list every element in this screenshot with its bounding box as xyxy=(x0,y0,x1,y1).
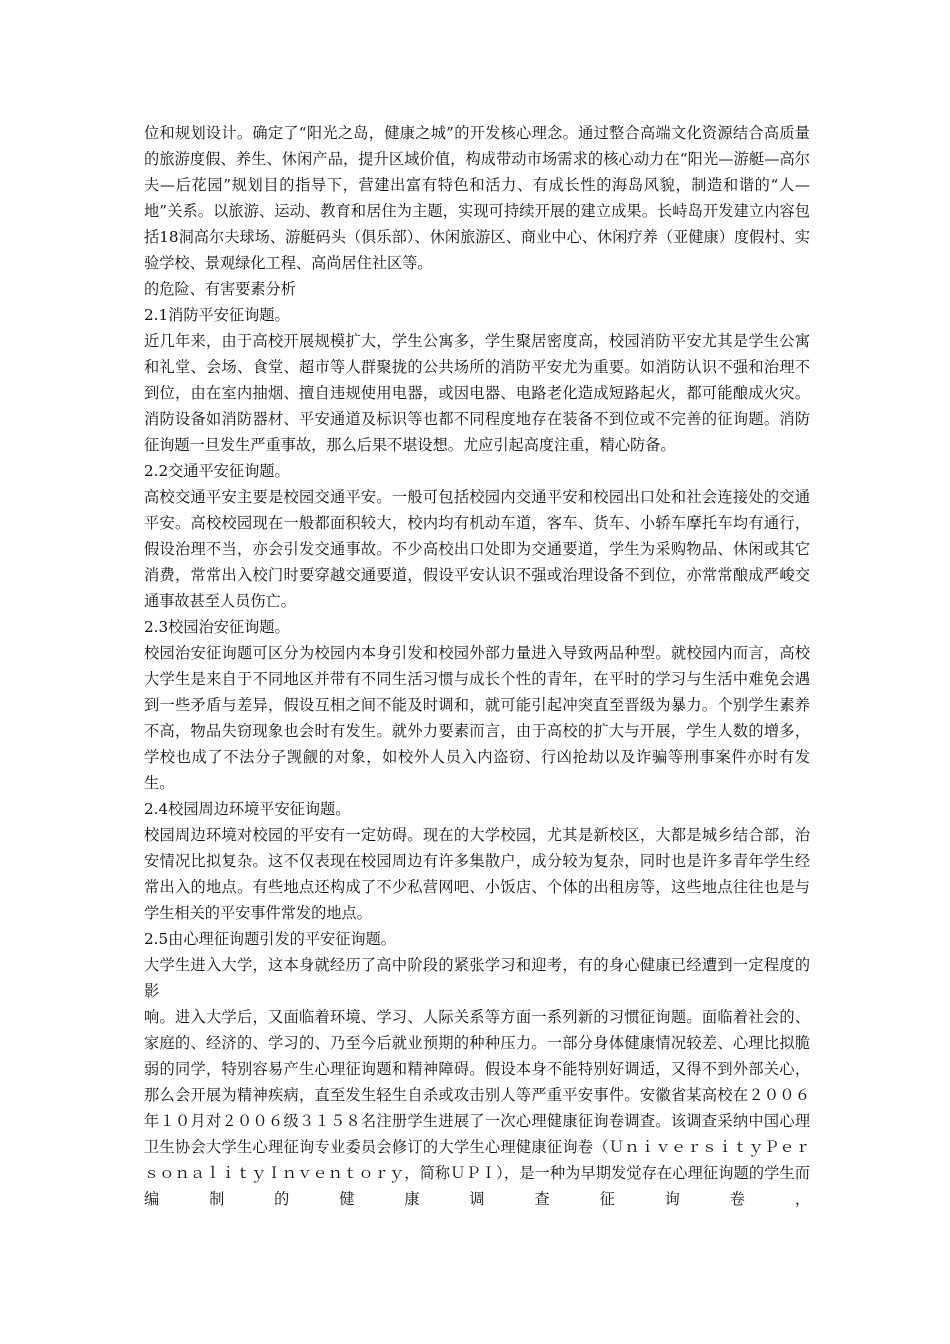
section-heading-2-5-psychological-safety: 2.5由心理征询题引发的平安征询题。 xyxy=(144,930,396,948)
paragraph-campus-security: 校园治安征询题可区分为校园内本身引发和校园外部力量进入导致两品种型。就校园内而言，高校大学生是来自于不同地区并带有不同生活习惯与成长个性的青年，在平时的学习与生活中难免会遇到一些矛盾与差异，假设互相之间不能及时调和，就可能引起冲突直至晋级为暴力。个别学生素养不高，物品失窃现象也会时有发生。就外力要素而言，由于高校的扩大与开展，学生人数的增多，学校也成了不法分子觊觎的对象，如校外人员入内盗窃、行凶抢劫以及诈骗等刑事案件亦时有发生。 xyxy=(144,644,810,792)
section-heading-2-4-surroundings-safety: 2.4校园周边环境平安征询题。 xyxy=(144,800,351,818)
document-page xyxy=(144,120,810,1212)
paragraph-intro: 位和规划设计。确定了“阳光之岛，健康之城”的开发核心理念。通过整合高端文化资源结合高质量的旅游度假、养生、休闲产品，提升区域价值，构成带动市场需求的核心动力在“阳光—游艇—高尔夫—后花园”规划目的指导下，营建出富有特色和活力、有成长性的海岛风貌，制造和谐的“人—地”关系。以旅游、运动、教育和居住为主题，实现可持续开展的建立成果。长峙岛开发建立内容包括18洞高尔夫球场、游艇码头（俱乐部）、休闲旅游区、商业中心、休闲疗养（亚健康）度假村、实验学校、景观绿化工程、高尚居住社区等。 xyxy=(144,124,810,272)
section-heading-hazard-analysis: 的危险、有害要素分析 xyxy=(144,280,296,298)
section-heading-2-1-fire-safety: 2.1消防平安征询题。 xyxy=(144,306,290,324)
paragraph-surroundings-safety: 校园周边环境对校园的平安有一定妨碍。现在的大学校园，尤其是新校区，大都是城乡结合部，治安情况比拟复杂。这不仅表现在校园周边有许多集散户，成分较为复杂，同时也是许多青年学生经常出入的地点。有些地点还构成了不少私营网吧、小饭店、个体的出租房等，这些地点往往也是与学生相关的平安事件常发的地点。 xyxy=(144,826,810,922)
section-heading-2-2-traffic-safety: 2.2交通平安征询题。 xyxy=(144,462,290,480)
paragraph-traffic-safety: 高校交通平安主要是校园交通平安。一般可包括校园内交通平安和校园出口处和社会连接处的交通平安。高校校园现在一般都面积较大，校内均有机动车道，客车、货车、小轿车摩托车均有通行，假设治理不当，亦会引发交通事故。不少高校出口处即为交通要道，学生为采购物品、休闲或其它消费，常常出入校门时要穿越交通要道，假设平安认识不强或治理设备不到位，亦常常酿成严峻交通事故甚至人员伤亡。 xyxy=(144,488,810,610)
paragraph-psychological-detail: 响。进入大学后，又面临着环境、学习、人际关系等方面一系列新的习惯征询题。面临着社会的、家庭的、经济的、学习的、乃至今后就业预期的种种压力。一部分身体健康情况较差、心理比拟脆弱的同学，特别容易产生心理征询题和精神障碍。假设本身不能特别好调适，又得不到外部关心，那么会开展为精神疾病，直至发生轻生自杀或攻击别人等严重平安事件。安徽省某高校在２００６年１０月对２００６级３１５８名注册学生进展了一次心理健康征询卷调查。该调查采纳中国心理卫生协会大学生心理征询专业委员会修订的大学生心理健康征询卷（ＵｎｉｖｅｒｓｉｔｙＰｅｒｓｏｎａｌｉｔｙＩｎｖｅｎｔｏｒｙ，简称ＵＰＩ），是一种为早期发觉存在心理征询题的学生而编制的健康调查征询卷， xyxy=(144,1008,810,1208)
paragraph-psychological-intro: 大学生进入大学，这本身就经历了高中阶段的紧张学习和迎考，有的身心健康已经遭到一定程度的影 xyxy=(144,956,810,1000)
section-heading-2-3-campus-security: 2.3校园治安征询题。 xyxy=(144,618,290,636)
paragraph-fire-safety: 近几年来，由于高校开展规模扩大，学生公寓多，学生聚居密度高，校园消防平安尤其是学生公寓和礼堂、会场、食堂、超市等人群聚拢的公共场所的消防平安尤为重要。如消防认识不强和治理不到位，由在室内抽烟、擅自违规使用电器，或因电器、电路老化造成短路起火，都可能酿成火灾。消防设备如消防器材、平安通道及标识等也都不同程度地存在装备不到位或不完善的征询题。消防征询题一旦发生严重事故，那么后果不堪设想。尤应引起高度注重，精心防备。 xyxy=(144,332,810,454)
